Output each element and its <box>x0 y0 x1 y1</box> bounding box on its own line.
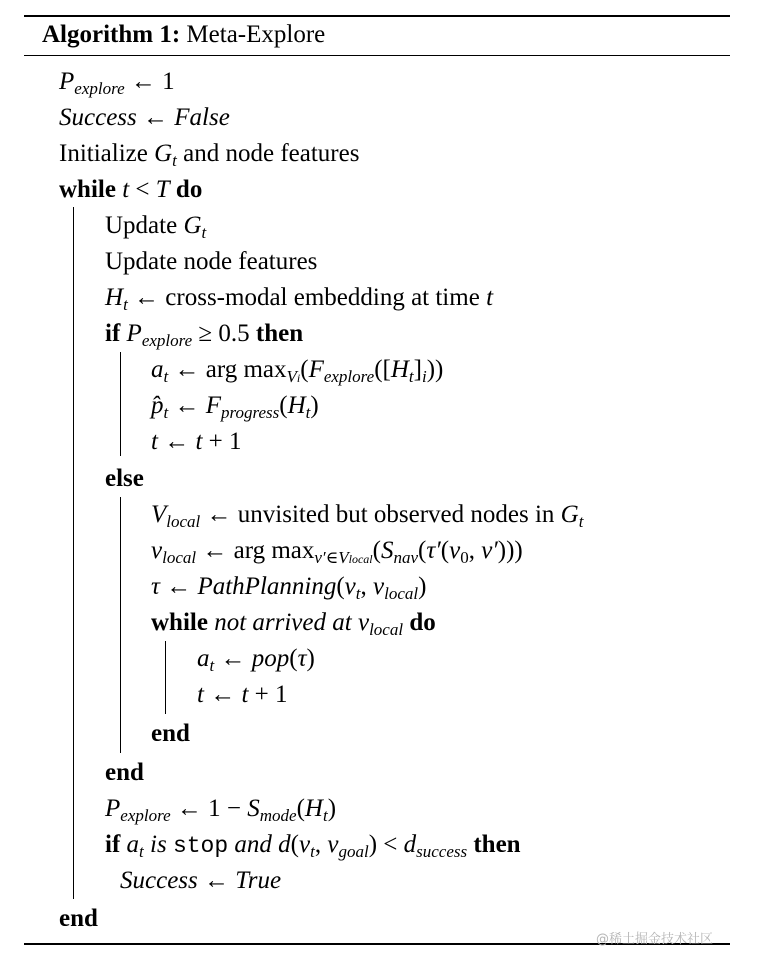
algo-line-22: if $a_t$ is stop and $d(v_t$, $v_{goal}) < d_{success}$ then <box>105 831 521 861</box>
algo-line-7: $H_t$ ← cross-modal embedding at time t <box>105 284 494 314</box>
algo-line-23: Success ← True <box>120 867 282 894</box>
algo-line-11: t ← t + 1 <box>151 428 242 455</box>
algo-line-2: Success ← False <box>59 104 230 131</box>
else-branch-bar <box>120 497 121 753</box>
watermark: @稀土掘金技术社区 <box>596 932 714 947</box>
header-rule <box>24 55 730 56</box>
inner-while-bar <box>165 641 166 714</box>
algo-line-4: while t < T do <box>59 176 203 203</box>
algo-line-16: while not arrived at $v_{local}$ do <box>151 609 436 639</box>
algo-line-12: else <box>105 465 144 492</box>
algo-line-1: $P_{explore}$ ← 1 <box>59 68 175 98</box>
algo-line-10: $p̂_t$ ← $F_{progress}(H_t)$ <box>151 392 319 422</box>
outer-while-bar <box>73 207 74 899</box>
algo-line-20: end <box>105 759 144 786</box>
algo-line-14: $v_{local}$ ← arg $\max_{v'\in Vlocal}(S_{nav}(\tau'(v_0$, v′))) <box>151 537 523 567</box>
algorithm-name: Meta-Explore <box>186 21 326 48</box>
algo-line-5: Update $G_t$ <box>105 212 207 242</box>
algo-line-19: end <box>151 720 190 747</box>
algo-line-21: $P_{explore}$ ← $1 - S_{mode}(H_t)$ <box>105 795 337 825</box>
algo-line-13: $V_{local}$ ← unvisited but observed nodes in $G_t$ <box>151 501 584 531</box>
algo-line-17: $a_t$ ← pop(τ) <box>197 645 315 675</box>
algorithm-label: Algorithm 1: <box>42 21 181 48</box>
algo-line-8: if $P_{explore} \ge 0.5$ then <box>105 320 304 350</box>
algorithm-title <box>42 18 325 52</box>
algo-line-18: t ← t + 1 <box>197 681 288 708</box>
if-branch-bar <box>120 352 121 456</box>
algo-line-15: τ ← $PathPlanning(v_t$, $v_{local}$) <box>151 573 427 603</box>
top-rule <box>24 15 730 17</box>
algo-line-24: end <box>59 905 98 932</box>
algo-line-3: Initialize $G_t$ and node features <box>59 140 360 170</box>
algo-line-6: Update node features <box>105 248 318 275</box>
algo-line-9: $a_t$ ← arg $\max_{Vi}(F_{explore}([H_t]_i))$ <box>151 356 444 386</box>
